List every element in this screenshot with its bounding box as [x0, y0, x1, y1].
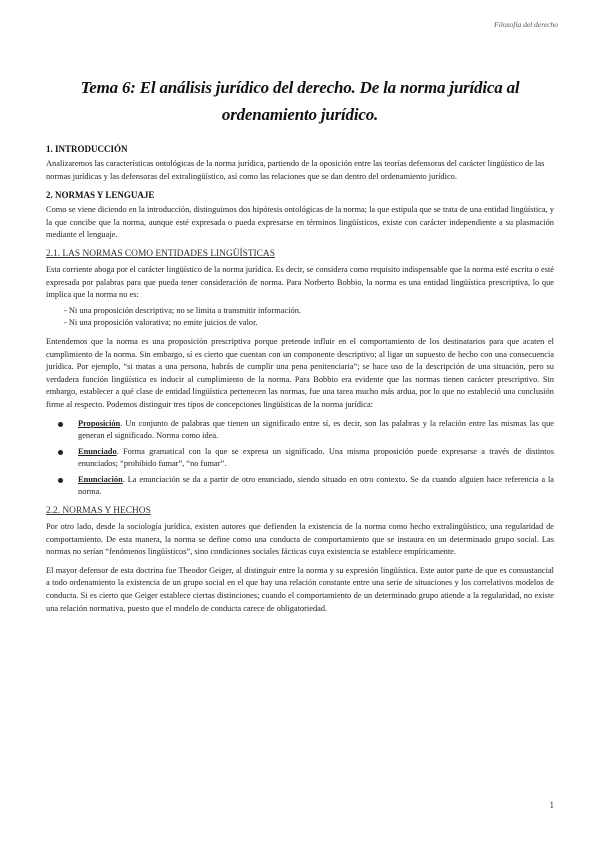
bullet-icon [58, 450, 63, 455]
bullet-term: Enunciación [78, 474, 123, 484]
bullet-list [46, 418, 554, 500]
running-header: Filosofía del derecho [494, 20, 558, 29]
document-body [46, 143, 554, 621]
bullet-text: . Un conjunto de palabras que tienen un significado entre sí, es decir, son las palabras y la relación entre las mismas las que generan el significado. Norma como idea. [78, 418, 554, 441]
subsection-entidades-linguisticas [46, 248, 554, 499]
bullet-icon [58, 478, 63, 483]
dash-list-item: - Ni una proposición valorativa; no emite juicios de valor. [64, 318, 258, 328]
dash-list [64, 305, 554, 330]
bullet-item-enunciado [46, 446, 554, 471]
paragraph: Por otro lado, desde la sociología jurídica, existen autores que defienden la existencia de la norma como hecho extralingüístico, una regularidad de comportamiento. De esta manera, la norma se define como una conducta de comportamiento que se instaura en un determinado grupo social. Las normas no serían “fenómenos lingüísticos”, sino condiciones sociales fácticas cuya existencia se establece empíricamente. [46, 522, 554, 557]
bullet-icon [58, 422, 63, 427]
dash-list-item: - Ni una proposición descriptiva; no se limita a transmitir información. [64, 305, 302, 315]
subsection-normas-y-hechos [46, 505, 554, 615]
subsection-heading: 2.2. NORMAS Y HECHOS [46, 506, 151, 517]
bullet-text: . La enunciación se da a partir de otro enunciado, siendo situado en otro contexto. Se da cuando alguien hace referencia a la norma. [78, 474, 554, 497]
paragraph: Analizaremos las características ontológicas de la norma jurídica, partiendo de la oposición entre las teorías defensoras del carácter lingüístico de las normas jurídicas y las defensoras del extralingüístico, así como las relaciones que se dan dentro del ordenamiento jurídico. [46, 159, 545, 181]
paragraph: Entendemos que la norma es una proposición prescriptiva porque pretende influir en el comportamiento de los destinatarios para que acaten el cumplimiento de la norma. Sin embargo, sí es cierto que cuentan con un componente descriptivo; al ligar un supuesto de hecho con una consecuencia jurídica. Por ejemplo, “si matas a una persona, habrás de cumplir una pena penitenciaria”; se hace uso de la descripción de una situación, pero su verdadera función lingüística es inducir al cumplimiento de la norma. Para Bobbio era evidente que las normas tienen carácter prescriptivo. Sin embargo, establecer a qué clase de entidad lingüística pertenecen las normas, fue una tarea mucho más ardua, por lo que no estableció una conclusión firme al respecto. Podemos distinguir tres tipos de concepciones lingüísticas de la norma jurídica: [46, 336, 554, 409]
section-introduccion [46, 143, 554, 183]
bullet-term: Proposición [78, 418, 121, 428]
paragraph: El mayor defensor de esta doctrina fue Theodor Geiger, al distinguir entre la norma y su expresión lingüística. Este autor parte de que es consustancial a todo ordenamiento la existencia de un grupo social en el que hay una relación constante entre una serie de situaciones y los correlativos modelos de conducta. Si es cierto que Geiger establece ciertas distinciones; cuando el comportamiento de un determinado grupo atiende a la regularidad, no existe una relación normativa, puesto que el modelo de conducta carece de obligatoriedad. [46, 565, 554, 613]
paragraph: Como se viene diciendo en la introducción, distinguimos dos hipótesis ontológicas de la norma; la que estipula que se trata de una entidad lingüística, y la que concibe que la norma, aunque esté expresada o pueda expresarse en términos lingüísticos, existe con carácter independiente a su plasmación mediante el lenguaje. [46, 205, 554, 240]
paragraph: Esta corriente aboga por el carácter lingüístico de la norma jurídica. Es decir, se considera como requisito indispensable que la norma esté escrita o esté expresada por palabras para que pueda tener consideración de norma. Para Norberto Bobbio, la norma es una entidad lingüística prescriptiva, lo que implica que la norma no es: [46, 264, 554, 300]
bullet-term: Enunciado [78, 446, 117, 456]
bullet-item-proposicion [46, 418, 554, 443]
bullet-item-enunciacion [46, 474, 554, 499]
section-normas-y-lenguaje [46, 189, 554, 242]
document-title: Tema 6: El análisis jurídico del derecho. De la norma jurídica al ordenamiento jurídico. [80, 78, 520, 124]
section-heading: 1. INTRODUCCIÓN [46, 144, 128, 154]
page-number: 1 [549, 800, 554, 810]
subsection-heading: 2.1. LAS NORMAS COMO ENTIDADES LINGÜÍSTICAS [46, 248, 275, 259]
section-heading: 2. NORMAS Y LENGUAJE [46, 190, 155, 201]
bullet-text: . Forma gramatical con la que se expresa un significado. Una misma proposición puede expresarse a través de distintos enunciados; “prohibido fumar”, “no fumar”. [78, 446, 554, 469]
